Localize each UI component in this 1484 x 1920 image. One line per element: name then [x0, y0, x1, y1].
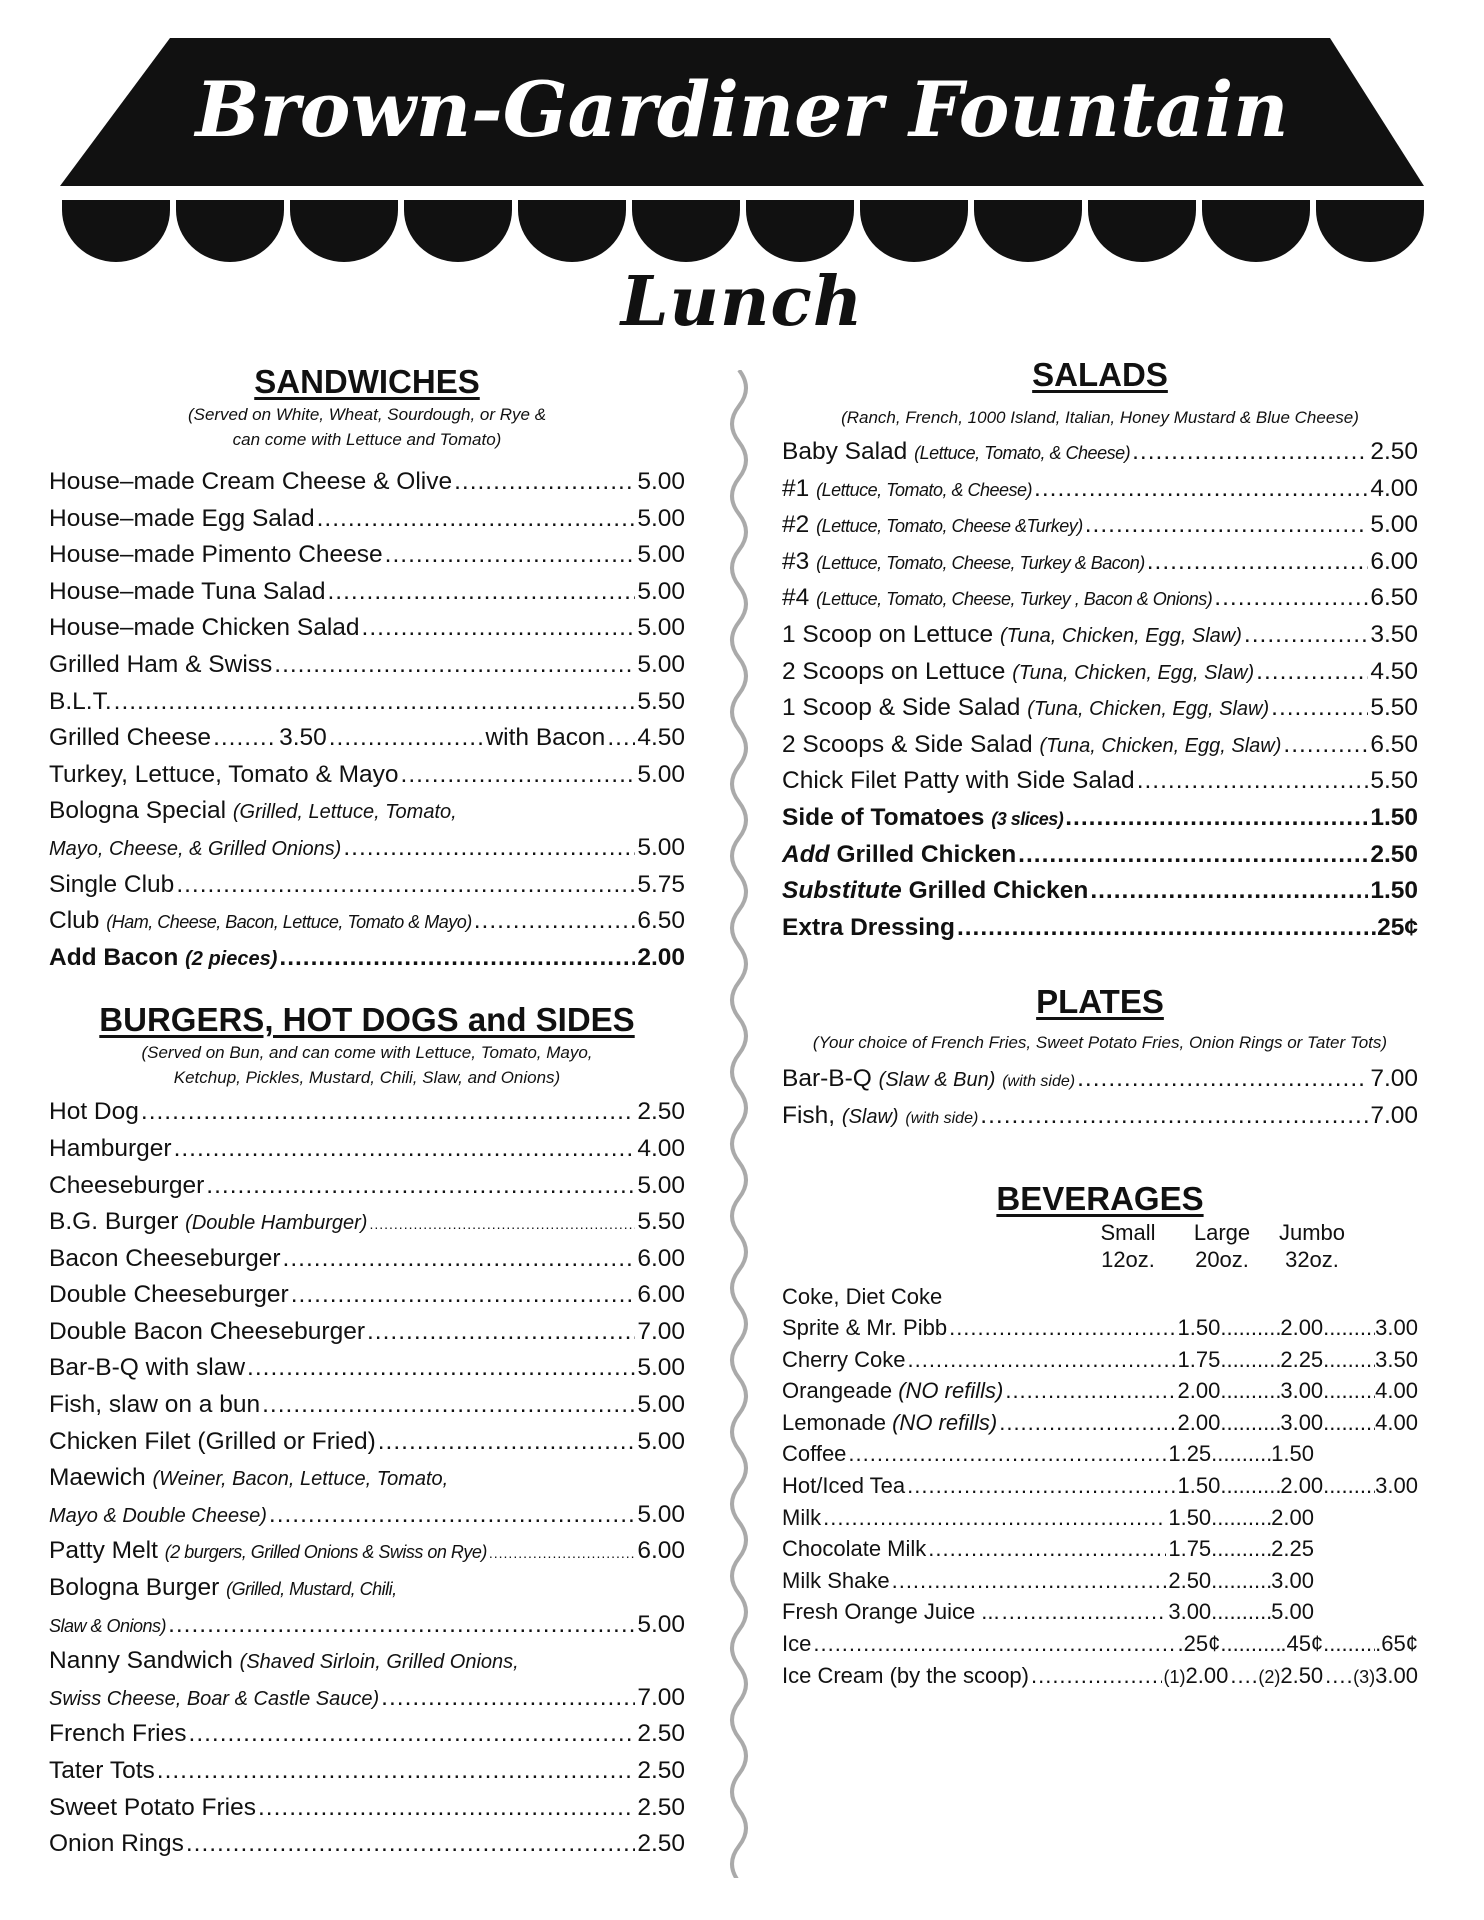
menu-item-fish: Fish, (Slaw) (with side) ..... 7.00 — [782, 1098, 1418, 1135]
beverage-size-header — [782, 1219, 1418, 1281]
beverage-cherry-coke: Cherry Coke ..... 1.75 ..... 2.25 ..... 3.50 — [782, 1344, 1418, 1376]
beverage-hot-iced-tea: Hot/Iced Tea ..... 1.50 ..... 2.00 ..... 3.00 — [782, 1470, 1418, 1502]
menu-item-house-made-chicken-salad: House–made Chicken Salad ..... 5.00 — [49, 610, 685, 647]
burger-list-b — [49, 1241, 685, 1461]
menu-item-single-club: Single Club ..... 5.75 — [49, 867, 685, 904]
wavy-divider — [726, 370, 752, 1878]
menu-item-2: #2 (Lettuce, Tomato, Cheese &Turkey) ..... 5.00 — [782, 507, 1418, 544]
menu-item-club: Club (Ham, Cheese, Bacon, Lettuce, Tomato & Mayo) ..... 6.50 — [49, 903, 685, 940]
menu-item-baby-salad: Baby Salad (Lettuce, Tomato, & Cheese) ..... 2.50 — [782, 434, 1418, 471]
menu-item-2-scoops-side-salad: 2 Scoops & Side Salad (Tuna, Chicken, Egg, Slaw) ..... 6.50 — [782, 727, 1418, 764]
menu-item-4: #4 (Lettuce, Tomato, Cheese, Turkey , Bacon & Onions) ..... 6.50 — [782, 580, 1418, 617]
menu-item-bologna-burger-cont: Slaw & Onions) ..... 5.00 — [49, 1607, 685, 1644]
menu-item-b-l-t: B.L.T. ..... 5.50 — [49, 684, 685, 721]
menu-item-house-made-tuna-salad: House–made Tuna Salad ..... 5.00 — [49, 574, 685, 611]
beverage-lemonade: Lemonade (NO refills) ..... 2.00 ..... 3.00 ..... 4.00 — [782, 1407, 1418, 1439]
menu-item-extra-dressing: Extra Dressing ..... .25¢ — [782, 910, 1418, 947]
awning-banner — [0, 0, 1484, 280]
menu-item-chicken-filet-grilled-or-fried: Chicken Filet (Grilled or Fried) ..... 5.00 — [49, 1424, 685, 1461]
burger-list-a — [49, 1094, 685, 1204]
menu-item-bg-burger: B.G. Burger (Double Hamburger) ..... 5.50 — [49, 1204, 685, 1241]
plate-list — [782, 1061, 1418, 1134]
beverage-coffee: Coffee ..... 1.25 ..... 1.50 — [782, 1438, 1418, 1470]
menu-item-3: #3 (Lettuce, Tomato, Cheese, Turkey & Bacon) ..... 6.00 — [782, 544, 1418, 581]
salads-note: (Ranch, French, 1000 Island, Italian, Honey Mustard & Blue Cheese) — [841, 408, 1359, 427]
menu-item-double-bacon-cheeseburger: Double Bacon Cheeseburger ..... 7.00 — [49, 1314, 685, 1351]
menu-item-side-tomatoes: Side of Tomatoes (3 slices) ..... 1.50 — [782, 800, 1418, 837]
menu-item-french-fries: French Fries ..... 2.50 — [49, 1716, 685, 1753]
plates-note: (Your choice of French Fries, Sweet Potato Fries, Onion Rings or Tater Tots) — [812, 1033, 1388, 1053]
sandwich-list — [49, 464, 685, 720]
menu-item-sweet-potato-fries: Sweet Potato Fries ..... 2.50 — [49, 1790, 685, 1827]
size-large: Large 20oz. — [1193, 1219, 1251, 1272]
menu-item-house-made-cream-cheese-olive: House–made Cream Cheese & Olive ..... 5.00 — [49, 464, 685, 501]
menu-item-cheeseburger: Cheeseburger ..... 5.00 — [49, 1168, 685, 1205]
salad-list — [782, 434, 1418, 763]
beverage-orangeade: Orangeade (NO refills) ..... 2.00 ..... 3.00 ..... 4.00 — [782, 1375, 1418, 1407]
menu-item-maewich-cont: Mayo & Double Cheese) ..... 5.00 — [49, 1497, 685, 1534]
menu-item-bar-b-q: Bar-B-Q (Slaw & Bun) (with side) ..... 7.00 — [782, 1061, 1418, 1098]
beverage-coke-line: Coke, Diet Coke — [782, 1283, 943, 1309]
menu-item-nanny-cont: Swiss Cheese, Boar & Castle Sauce) ..... 7.00 — [49, 1680, 685, 1717]
menu-item-add-bacon: Add Bacon (2 pieces) ..... 2.00 — [49, 940, 685, 977]
restaurant-name: Brown-Gardiner Fountain — [195, 65, 1289, 154]
menu-item-maewich: Maewich (Weiner, Bacon, Lettuce, Tomato, — [49, 1464, 449, 1492]
menu-item-bologna-burger: Bologna Burger (Grilled, Mustard, Chili, — [49, 1574, 397, 1602]
beverage-milk: Milk ..... 1.50 ..... 2.00 — [782, 1502, 1418, 1534]
menu-item-bacon-cheeseburger: Bacon Cheeseburger ..... 6.00 — [49, 1241, 685, 1278]
menu-item-grilled-ham-swiss: Grilled Ham & Swiss ..... 5.00 — [49, 647, 685, 684]
menu-subtitle: Lunch — [620, 262, 864, 342]
plates-title: PLATES — [1036, 983, 1164, 1021]
menu-item-chick-filet: Chick Filet Patty with Side Salad ..... 5.50 — [782, 763, 1418, 800]
menu-item-hamburger: Hamburger ..... 4.00 — [49, 1131, 685, 1168]
right-column — [782, 355, 1418, 1691]
menu-item-patty-melt: Patty Melt (2 burgers, Grilled Onions & Swiss on Rye) ..... 6.00 — [49, 1533, 685, 1570]
menu-item-bologna-special-cont: Mayo, Cheese, & Grilled Onions) ..... 5.00 — [49, 830, 685, 867]
sides-list — [49, 1716, 685, 1862]
menu-item-house-made-egg-salad: House–made Egg Salad ..... 5.00 — [49, 501, 685, 538]
sandwiches-note: (Served on White, Wheat, Sourdough, or Rye & can come with Lettuce and Tomato) — [187, 405, 547, 449]
left-column — [49, 362, 685, 1863]
menu-item-hot-dog: Hot Dog ..... 2.50 — [49, 1094, 685, 1131]
menu-item-double-cheeseburger: Double Cheeseburger ..... 6.00 — [49, 1277, 685, 1314]
burgers-note: (Served on Bun, and can come with Lettuce, Tomato, Mayo, Ketchup, Pickles, Mustard, Chili, Slaw, and Onions) — [141, 1043, 593, 1088]
menu-item-nanny: Nanny Sandwich (Shaved Sirloin, Grilled Onions, — [49, 1647, 519, 1675]
beverage-sprite-mr-pibb: Sprite & Mr. Pibb ..... 1.50 ..... 2.00 ..... 3.00 — [782, 1312, 1418, 1344]
beverage-ice: Ice ..... .25¢ ..... .45¢ ..... .65¢ — [782, 1628, 1418, 1660]
menu-item-house-made-pimento-cheese: House–made Pimento Cheese ..... 5.00 — [49, 537, 685, 574]
beverage-chocolate-milk: Chocolate Milk ..... 1.75 ..... 2.25 — [782, 1533, 1418, 1565]
menu-item-sub-chicken: Substitute Grilled Chicken ..... 1.50 — [782, 873, 1418, 910]
menu-item-bar-b-q-with-slaw: Bar-B-Q with slaw ..... 5.00 — [49, 1350, 685, 1387]
menu-item-1-scoop-side-salad: 1 Scoop & Side Salad (Tuna, Chicken, Egg, Slaw) ..... 5.50 — [782, 690, 1418, 727]
beverage-milk-shake: Milk Shake ..... 2.50 ..... 3.00 — [782, 1565, 1418, 1597]
menu-item-add-chicken: Add Grilled Chicken ..... 2.50 — [782, 837, 1418, 874]
menu-item-grilled-cheese: Grilled Cheese ..... 3.50 ..... with Bacon ..... 4.50 — [49, 720, 685, 757]
salads-title: SALADS — [1032, 356, 1168, 393]
menu-item-tater-tots: Tater Tots ..... 2.50 — [49, 1753, 685, 1790]
awning-scallops — [62, 200, 1424, 262]
sandwiches-title: SANDWICHES — [254, 363, 480, 400]
menu-item-turkey: Turkey, Lettuce, Tomato & Mayo ..... 5.00 — [49, 757, 685, 794]
menu-item-2-scoops-on-lettuce: 2 Scoops on Lettuce (Tuna, Chicken, Egg, Slaw) ..... 4.50 — [782, 654, 1418, 691]
menu-item-onion-rings: Onion Rings ..... 2.50 — [49, 1826, 685, 1863]
burgers-title: BURGERS, HOT DOGS and SIDES — [99, 1001, 635, 1039]
beverages-title: BEVERAGES — [996, 1179, 1204, 1217]
beverage-list — [782, 1312, 1418, 1660]
beverage-ice-cream: Ice Cream (by the scoop) ..... (1) 2.00 ..... (2) 2.50 ..... (3) 3.00 — [782, 1660, 1418, 1692]
menu-item-fish-slaw-on-a-bun: Fish, slaw on a bun ..... 5.00 — [49, 1387, 685, 1424]
menu-item-1-scoop-on-lettuce: 1 Scoop on Lettuce (Tuna, Chicken, Egg, Slaw) ..... 3.50 — [782, 617, 1418, 654]
menu-item-bologna-special: Bologna Special (Grilled, Lettuce, Tomato, — [49, 797, 457, 825]
menu-item-1: #1 (Lettuce, Tomato, & Cheese) ..... 4.00 — [782, 471, 1418, 508]
size-small: Small 12oz. — [1100, 1219, 1156, 1272]
beverage-fresh-orange-juice: Fresh Orange Juice ... ..... 3.00 ..... 5.00 — [782, 1596, 1418, 1628]
size-jumbo: Jumbo 32oz. — [1278, 1219, 1346, 1272]
